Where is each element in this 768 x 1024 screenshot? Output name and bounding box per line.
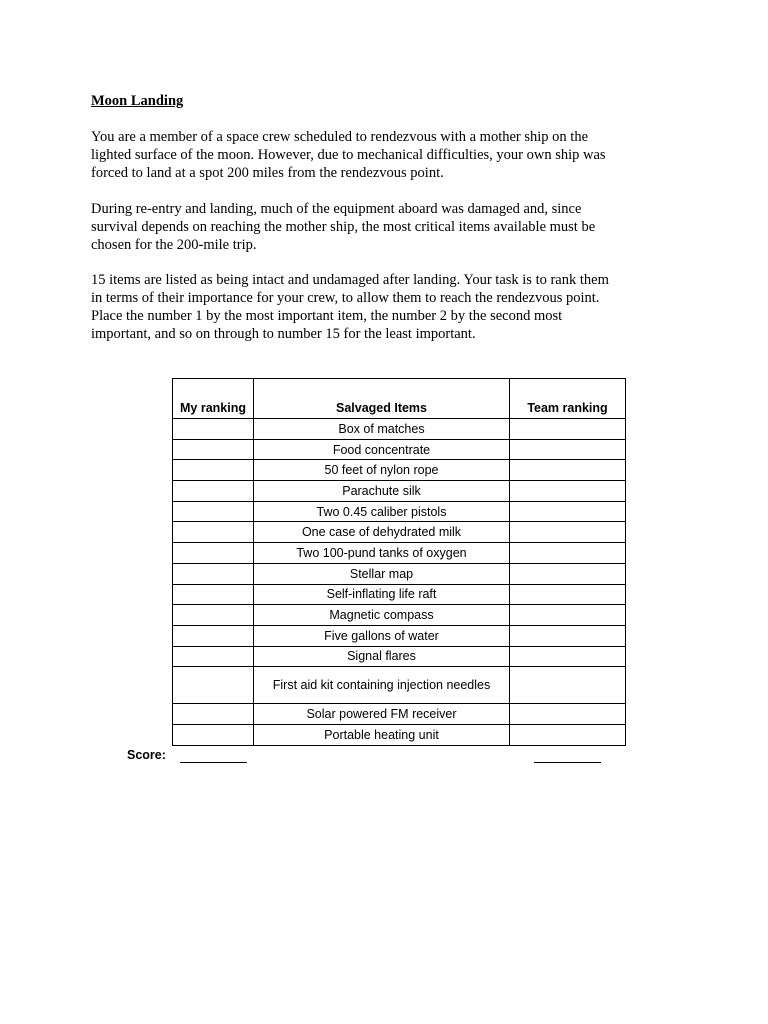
team-ranking-cell[interactable]	[510, 543, 626, 564]
team-ranking-cell[interactable]	[510, 419, 626, 440]
my-ranking-cell[interactable]	[173, 625, 254, 646]
team-ranking-cell[interactable]	[510, 522, 626, 543]
team-ranking-cell[interactable]	[510, 563, 626, 584]
item-name-cell: One case of dehydrated milk	[254, 522, 510, 543]
my-ranking-cell[interactable]	[173, 563, 254, 584]
my-ranking-cell[interactable]	[173, 543, 254, 564]
my-ranking-cell[interactable]	[173, 724, 254, 745]
team-ranking-cell[interactable]	[510, 460, 626, 481]
team-ranking-cell[interactable]	[510, 481, 626, 502]
table-row	[173, 563, 626, 584]
table-row	[173, 501, 626, 522]
ranking-table	[172, 378, 626, 746]
instructions-paragraph: 15 items are listed as being intact and undamaged after landing. Your task is to rank them in terms of their importance for your crew, to allow them to reach the rendezvous point. Place the number 1 by the most important item, the number 2 by the second most important, and so on through to number 15 for the least important.	[91, 272, 609, 342]
my-ranking-cell[interactable]	[173, 704, 254, 725]
my-ranking-cell[interactable]	[173, 667, 254, 704]
salvaged-items-header: Salvaged Items	[254, 379, 510, 419]
item-name-cell: Signal flares	[254, 646, 510, 667]
table-row	[173, 667, 626, 704]
item-name-cell: Five gallons of water	[254, 625, 510, 646]
my-ranking-cell[interactable]	[173, 481, 254, 502]
my-ranking-cell[interactable]	[173, 439, 254, 460]
team-ranking-cell[interactable]	[510, 704, 626, 725]
table-row	[173, 625, 626, 646]
table-header-row	[173, 379, 626, 419]
score-label: Score:	[127, 748, 166, 762]
my-ranking-header: My ranking	[173, 379, 254, 419]
team-ranking-cell[interactable]	[510, 605, 626, 626]
team-ranking-cell[interactable]	[510, 724, 626, 745]
table-row	[173, 460, 626, 481]
table-row	[173, 439, 626, 460]
item-name-cell: Two 0.45 caliber pistols	[254, 501, 510, 522]
table-row	[173, 605, 626, 626]
my-score-blank[interactable]	[180, 762, 247, 763]
item-name-cell: Solar powered FM receiver	[254, 704, 510, 725]
team-score-blank[interactable]	[534, 762, 601, 763]
item-name-cell: Box of matches	[254, 419, 510, 440]
score-row	[0, 747, 768, 767]
item-name-cell: Parachute silk	[254, 481, 510, 502]
table-row	[173, 419, 626, 440]
team-ranking-cell[interactable]	[510, 439, 626, 460]
item-name-cell: Two 100-pund tanks of oxygen	[254, 543, 510, 564]
intro-paragraph: You are a member of a space crew scheduled to rendezvous with a mother ship on the lighted surface of the moon. However, due to mechanical difficulties, your own ship was forced to land at a spot 200 miles from the rendezvous point.	[91, 129, 606, 181]
table-row	[173, 584, 626, 605]
table-row	[173, 522, 626, 543]
item-name-cell: 50 feet of nylon rope	[254, 460, 510, 481]
team-ranking-cell[interactable]	[510, 501, 626, 522]
item-name-cell: Food concentrate	[254, 439, 510, 460]
team-ranking-cell[interactable]	[510, 584, 626, 605]
table-row	[173, 543, 626, 564]
item-name-cell: Stellar map	[254, 563, 510, 584]
team-ranking-header: Team ranking	[510, 379, 626, 419]
my-ranking-cell[interactable]	[173, 501, 254, 522]
page-title: Moon Landing	[91, 93, 184, 109]
team-ranking-cell[interactable]	[510, 646, 626, 667]
table-row	[173, 704, 626, 725]
item-name-cell: First aid kit containing injection needles	[254, 667, 510, 704]
my-ranking-cell[interactable]	[173, 605, 254, 626]
team-ranking-cell[interactable]	[510, 625, 626, 646]
item-name-cell: Portable heating unit	[254, 724, 510, 745]
my-ranking-cell[interactable]	[173, 522, 254, 543]
context-paragraph: During re-entry and landing, much of the equipment aboard was damaged and, since survival depends on reaching the mother ship, the most critical items available must be chosen for the 200-mile trip.	[91, 201, 596, 253]
table-row	[173, 481, 626, 502]
table-row	[173, 724, 626, 745]
item-name-cell: Self-inflating life raft	[254, 584, 510, 605]
my-ranking-cell[interactable]	[173, 419, 254, 440]
team-ranking-cell[interactable]	[510, 667, 626, 704]
my-ranking-cell[interactable]	[173, 646, 254, 667]
item-name-cell: Magnetic compass	[254, 605, 510, 626]
my-ranking-cell[interactable]	[173, 584, 254, 605]
my-ranking-cell[interactable]	[173, 460, 254, 481]
table-row	[173, 646, 626, 667]
